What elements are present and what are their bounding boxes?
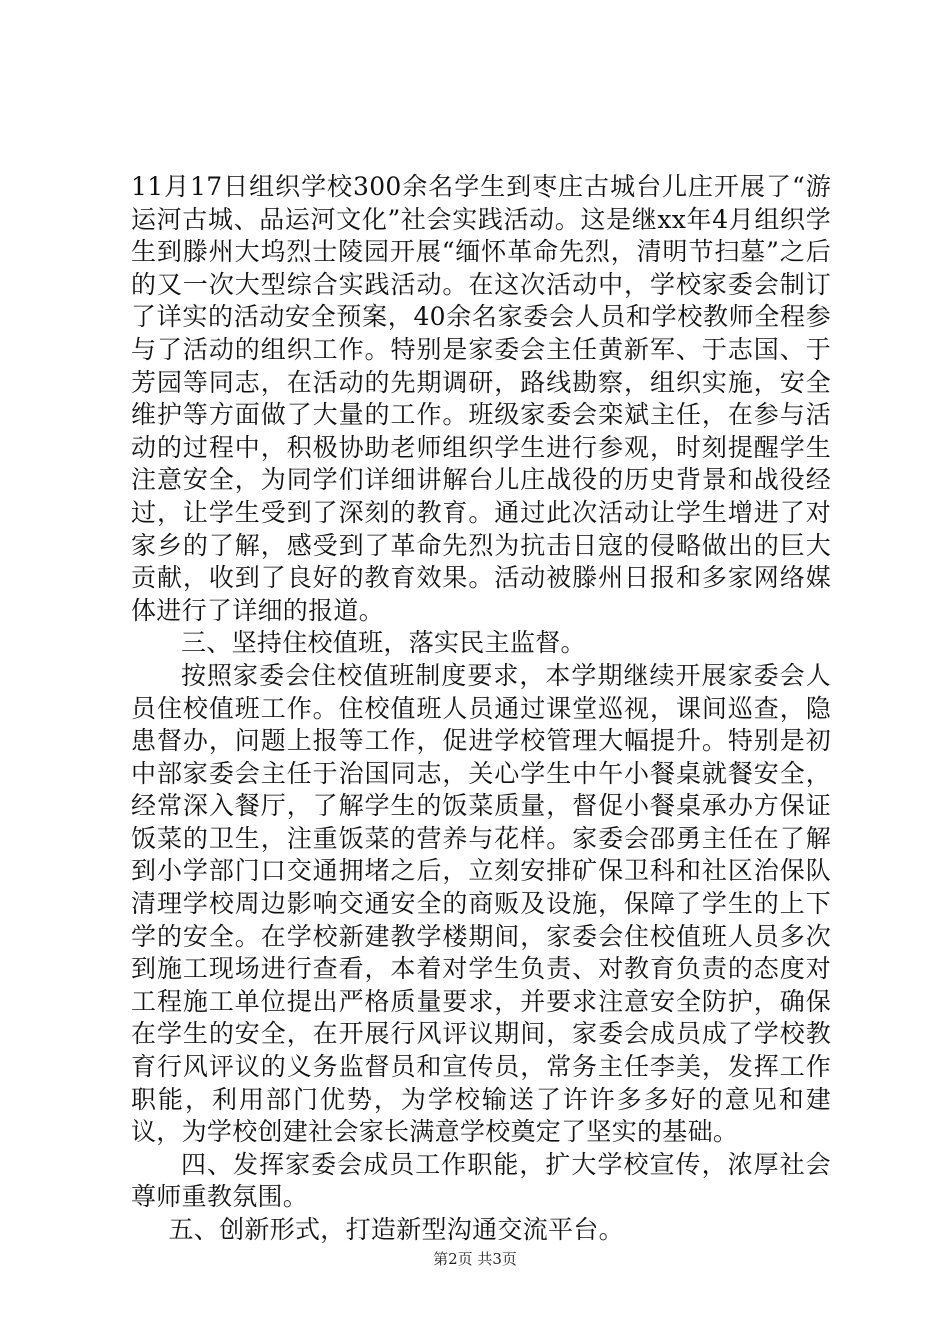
section-heading-three: 三、坚持住校值班，落实民主监督。 [181,628,586,658]
document-body [131,171,831,1247]
page-total: 共3页 [477,1250,517,1268]
page-number: 第2页 [433,1250,473,1268]
duty-paragraph: 按照家委会住校值班制度要求，本学期继续开展家委会人员住校值班工作。住校值班人员通过课堂巡视，课间巡查，隐患督办，问题上报等工作，促进学校管理大幅提升。特别是初中部家委会主任于治国同志，关心学生中午小餐桌就餐安全，经常深入餐厅，了解学生的饭菜质量，督促小餐桌承办方保证饭菜的卫生，注重饭菜的营养与花样。家委会邵勇主任在了解到小学部门口交通拥堵之后，立刻安排矿保卫科和社区治保队清理学校周边影响交通安全的商贩及设施，保障了学生的上下学的安全。在学校新建教学楼期间，家委会住校值班人员多次到施工现场进行查看，本着对学生负责、对教育负责的态度对工程施工单位提出严格质量要求，并要求注意安全防护，确保在学生的安全，在开展行风评议期间，家委会成员成了学校教育行风评议的义务监督员和宣传员，常务主任李美，发挥工作职能，利用部门优势，为学校输送了许许多多好的意见和建议，为学校创建社会家长满意学校奠定了坚实的基础。 [131,660,831,1147]
page-footer [0,1248,950,1269]
section-heading-four: 四、发挥家委会成员工作职能，扩大学校宣传，浓厚社会尊师重教氛围。 [131,1149,831,1212]
activity-paragraph: 11月17日组织学校300余名学生到枣庄古城台儿庄开展了“游运河古城、品运河文化”社会实践活动。这是继xx年4月组织学生到滕州大坞烈士陵园开展“缅怀革命先烈，清明节扫墓”之后的又一次大型综合实践活动。在这次活动中，学校家委会制订了详实的活动安全预案，40余名家委会人员和学校教师全程参与了活动的组织工作。特别是家委会主任黄新军、于志国、于芳园等同志，在活动的先期调研，路线勘察，组织实施，安全维护等方面做了大量的工作。班级家委会栾斌主任，在参与活动的过程中，积极协助老师组织学生进行参观，时刻提醒学生注意安全，为同学们详细讲解台儿庄战役的历史背景和战役经过，让学生受到了深刻的教育。通过此次活动让学生增进了对家乡的了解，感受到了革命先烈为抗击日寇的侵略做出的巨大贡献，收到了良好的教育效果。活动被滕州日报和多家网络媒体进行了详细的报道。 [131,172,831,625]
section-heading-five: 五、创新形式，打造新型沟通交流平台。 [168,1215,624,1244]
